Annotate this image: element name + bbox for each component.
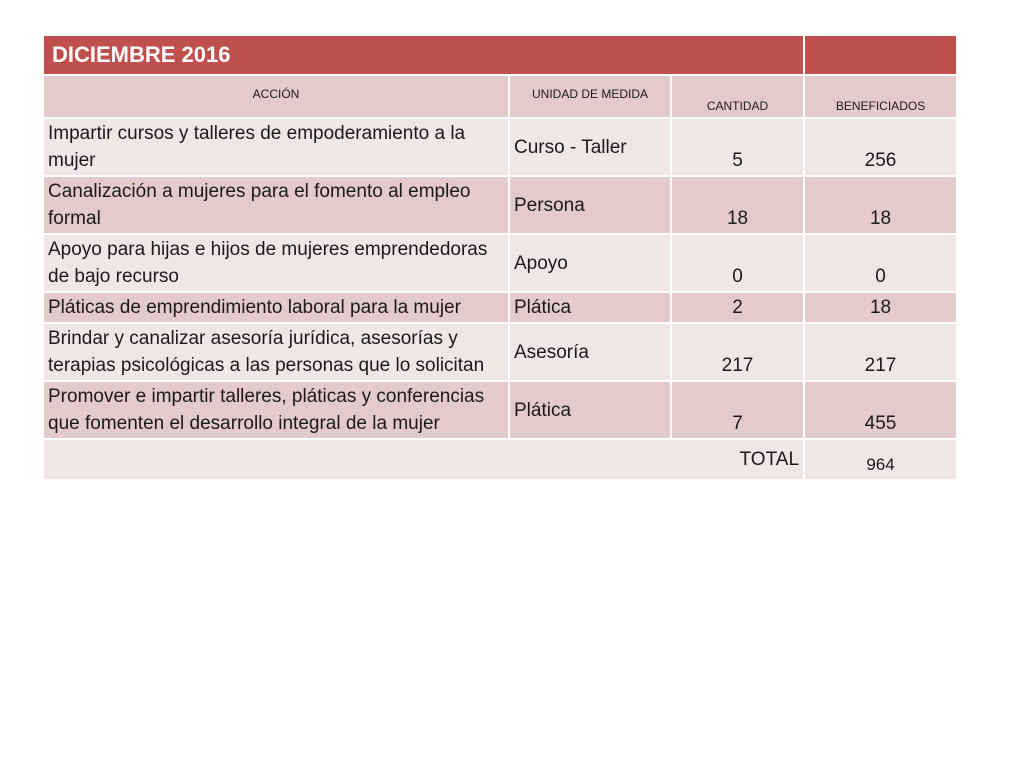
table-row bbox=[43, 323, 957, 381]
cell-beneficiados: 18 bbox=[804, 176, 957, 234]
table-row bbox=[43, 381, 957, 439]
table-row bbox=[43, 118, 957, 176]
cell-unidad: Persona bbox=[509, 176, 671, 234]
cell-beneficiados: 455 bbox=[804, 381, 957, 439]
cell-cantidad: 2 bbox=[671, 292, 804, 323]
cell-unidad: Plática bbox=[509, 381, 671, 439]
total-value: 964 bbox=[804, 439, 957, 480]
cell-beneficiados: 217 bbox=[804, 323, 957, 381]
header-unidad: UNIDAD DE MEDIDA bbox=[509, 75, 671, 118]
cell-accion: Apoyo para hijas e hijos de mujeres emprendedoras de bajo recurso bbox=[43, 234, 509, 292]
cell-cantidad: 5 bbox=[671, 118, 804, 176]
cell-cantidad: 217 bbox=[671, 323, 804, 381]
activity-table bbox=[42, 34, 958, 481]
total-label: TOTAL bbox=[43, 439, 804, 480]
header-beneficiados: BENEFICIADOS bbox=[804, 75, 957, 118]
cell-accion: Brindar y canalizar asesoría jurídica, asesorías y terapias psicológicas a las personas que lo solicitan bbox=[43, 323, 509, 381]
cell-unidad: Plática bbox=[509, 292, 671, 323]
table-row bbox=[43, 292, 957, 323]
cell-accion: Promover e impartir talleres, pláticas y conferencias que fomenten el desarrollo integral de la mujer bbox=[43, 381, 509, 439]
header-row bbox=[43, 75, 957, 118]
total-row bbox=[43, 439, 957, 480]
cell-beneficiados: 0 bbox=[804, 234, 957, 292]
header-accion: ACCIÓN bbox=[43, 75, 509, 118]
cell-cantidad: 7 bbox=[671, 381, 804, 439]
table-row bbox=[43, 234, 957, 292]
cell-accion: Pláticas de emprendimiento laboral para la mujer bbox=[43, 292, 509, 323]
title-empty-cell bbox=[804, 35, 957, 75]
cell-accion: Canalización a mujeres para el fomento al empleo formal bbox=[43, 176, 509, 234]
cell-cantidad: 0 bbox=[671, 234, 804, 292]
cell-cantidad: 18 bbox=[671, 176, 804, 234]
cell-beneficiados: 256 bbox=[804, 118, 957, 176]
table-title: DICIEMBRE 2016 bbox=[43, 35, 804, 75]
header-cantidad: CANTIDAD bbox=[671, 75, 804, 118]
table-row bbox=[43, 176, 957, 234]
cell-unidad: Asesoría bbox=[509, 323, 671, 381]
cell-accion: Impartir cursos y talleres de empoderamiento a la mujer bbox=[43, 118, 509, 176]
title-row bbox=[43, 35, 957, 75]
cell-unidad: Apoyo bbox=[509, 234, 671, 292]
cell-beneficiados: 18 bbox=[804, 292, 957, 323]
cell-unidad: Curso - Taller bbox=[509, 118, 671, 176]
